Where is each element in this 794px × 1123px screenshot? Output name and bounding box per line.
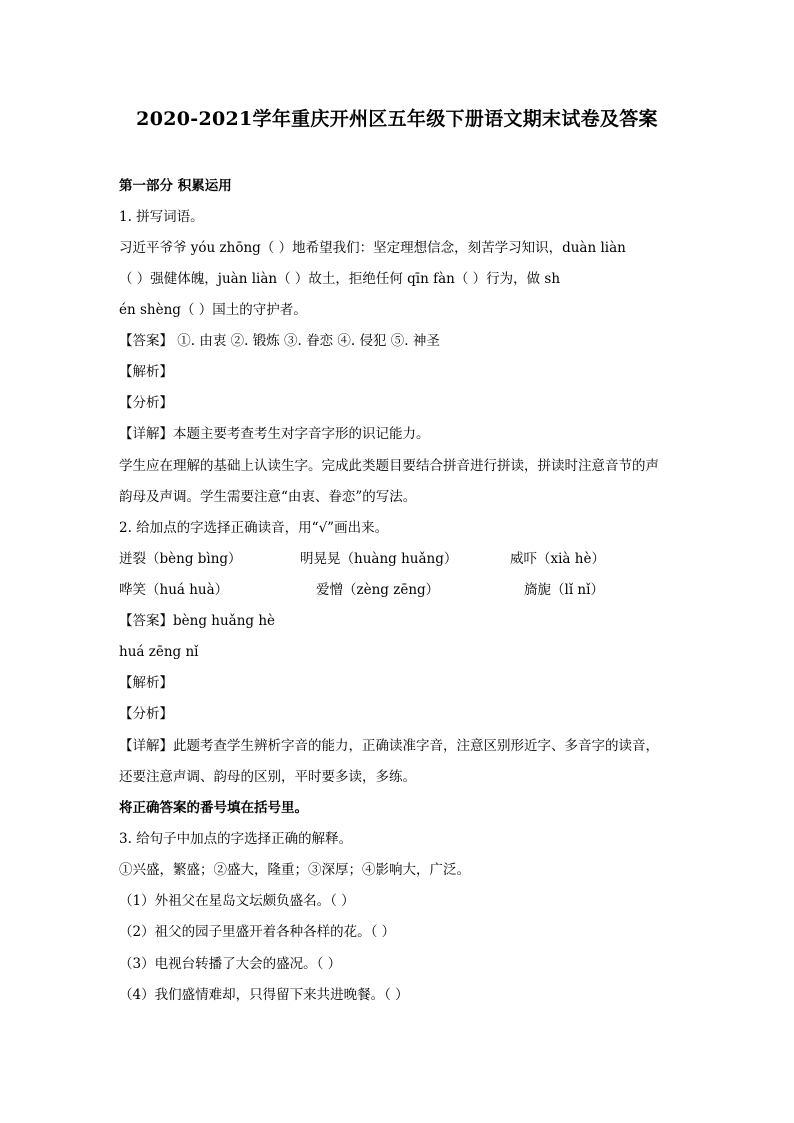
q2-stem: 2. 给加点的字选择正确读音，用“√”画出来。 (119, 520, 389, 536)
q2-item-3: 威吓（xià hè） (510, 551, 605, 567)
q2-item-4: 哗笑（huá huà） (119, 582, 229, 598)
q1-text-line2: （ ）强健体魄，juàn liàn（ ）故土，拒绝任何 qīn fàn（ ）行为，做 sh (119, 271, 561, 287)
q3-sentence-2: （2）祖父的园子里盛开着各种各样的花。（ ） (119, 924, 396, 940)
q1-text-line1: 习近平爷爷 yóu zhōng（ ）地希望我们：坚定理想信念，刻苦学习知识，duàn liàn (119, 240, 626, 256)
q1-detail-line2: 学生应在理解的基础上认读生字。完成此类题目要结合拼音进行拼读，拼读时注意音节的声 (119, 458, 659, 474)
q2-item-5: 爱憎（zèng zēng） (316, 582, 440, 598)
instruction-heading: 将正确答案的番号填在括号里。 (119, 800, 308, 816)
q2-item-1: 迸裂（bèng bìng） (119, 551, 242, 567)
q2-detail: 【详解】此题考查学生辨析字音的能力，正确读准字音，注意区别形近字、多音字的读音， (119, 738, 659, 754)
q2-item-2: 明晃晃（huàng huǎng） (300, 551, 458, 567)
q1-text-line3: én shèng（ ）国土的守护者。 (119, 302, 307, 318)
q2-detail-line2: 还要注意声调、韵母的区别，平时要多读，多练。 (119, 769, 416, 785)
q1-detail: 【详解】本题主要考查考生对字音字形的识记能力。 (119, 426, 430, 442)
q3-options: ①兴盛，繁盛；②盛大，隆重；③深厚；④影响大，广泛。 (119, 862, 470, 878)
q3-sentence-1: （1）外祖父在星岛文坛颇负盛名。（ ） (119, 893, 355, 909)
q3-stem: 3. 给句子中加点的字选择正确的解释。 (119, 831, 353, 847)
q1-stem: 1. 拼写词语。 (119, 209, 204, 225)
q2-analysis-label: 【解析】 (119, 675, 173, 691)
section-heading: 第一部分 积累运用 (119, 178, 232, 194)
q3-sentence-4: （4）我们盛情难却，只得留下来共进晚餐。（ ） (119, 987, 409, 1003)
q1-answer: 【答案】 ①. 由衷 ②. 锻炼 ③. 眷恋 ④. 侵犯 ⑤. 神圣 (119, 333, 440, 349)
q3-sentence-3: （3）电视台转播了大会的盛况。（ ） (119, 956, 342, 972)
page-title: 2020-2021学年重庆开州区五年级下册语文期末试卷及答案 (136, 108, 658, 130)
q2-answer-line2: huá zēng nǐ (119, 644, 199, 660)
q1-fenxi-label: 【分析】 (119, 395, 173, 411)
q1-analysis-label: 【解析】 (119, 364, 173, 380)
q2-fenxi-label: 【分析】 (119, 706, 173, 722)
q1-detail-line3: 韵母及声调。学生需要注意“由衷、眷恋”的写法。 (119, 489, 417, 505)
q2-item-6: 旖旎（lǐ nǐ） (524, 582, 604, 598)
q2-answer: 【答案】bèng huǎng hè (119, 613, 276, 629)
